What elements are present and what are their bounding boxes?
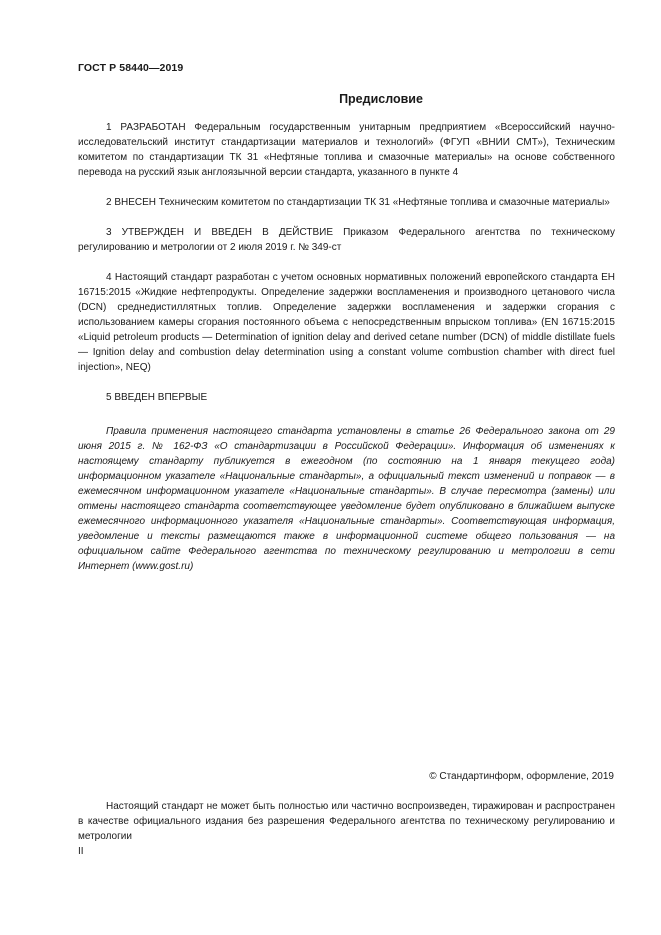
- reproduction-notice: Настоящий стандарт не может быть полностью или частично воспроизведен, тиражирован и распространен в качестве официального издания без разрешения Федерального агентства по техническому регулированию и метрологии: [78, 801, 615, 842]
- document-id: ГОСТ Р 58440—2019: [78, 62, 184, 74]
- foreword-item-5: 5 ВВЕДЕН ВПЕРВЫЕ: [106, 392, 208, 403]
- application-rules-notice: Правила применения настоящего стандарта установлены в статье 26 Федерального закона от 29 июня 2015 г. № 162-ФЗ «О стандартизации в Российской Федерации». Информация об изменениях к настоящему стандарту публикуется в ежегодном (по состоянию на 1 января текущего года) информационном указателе «Национальные стандарты», а официальный текст изменений и поправок — в ежемесячном информационном указателе «Национальные стандарты». В случае пересмотра (замены) или отмены настоящего стандарта соответствующее уведомление будет опубликовано в ближайшем выпуске ежемесячного информационного указателя «Национальные стандарты». Соответствующая информация, уведомление и тексты размещаются также в информационной системе общего пользования — на официальном сайте Федерального агентства по техническому регулированию и метрологии в сети Интернет (www.gost.ru): [78, 426, 615, 572]
- foreword-item-1: 1 РАЗРАБОТАН Федеральным государственным унитарным предприятием «Всероссийский научно-исследовательский институт стандартизации материалов и технологий» (ФГУП «ВНИИ СМТ»), Техническим комитетом по стандартизации ТК 31 «Нефтяные топлива и смазочные материалы» на основе собственного перевода на русский язык англоязычной версии стандарта, указанного в пункте 4: [78, 122, 615, 178]
- copyright-line: © Стандартинформ, оформление, 2019: [429, 771, 614, 782]
- page-number: II: [78, 846, 84, 857]
- foreword-item-2: 2 ВНЕСЕН Техническим комитетом по стандартизации ТК 31 «Нефтяные топлива и смазочные материалы»: [106, 197, 610, 208]
- foreword-item-4: 4 Настоящий стандарт разработан с учетом основных нормативных положений европейского стандарта ЕН 16715:2015 «Жидкие нефтепродукты. Определение задержки воспламенения и производного цетанового числа (DCN) среднедистиллятных топлив. Определение задержки воспламенения и задержки сгорания с использованием камеры сгорания постоянного объема с непосредственным впрыском топлива» (EN 16715:2015 «Liquid petroleum products — Determination of ignition delay and derived cetane number (DCN) of middle distillate fuels — Ignition delay and combustion delay determination using a constant volume combustion chamber with direct fuel injection», NEQ): [78, 272, 615, 373]
- section-title: Предисловие: [339, 92, 423, 106]
- foreword-item-3: 3 УТВЕРЖДЕН И ВВЕДЕН В ДЕЙСТВИЕ Приказом Федерального агентства по техническому регулированию и метрологии от 2 июля 2019 г. № 349-ст: [78, 227, 615, 253]
- foreword-body: [78, 120, 615, 420]
